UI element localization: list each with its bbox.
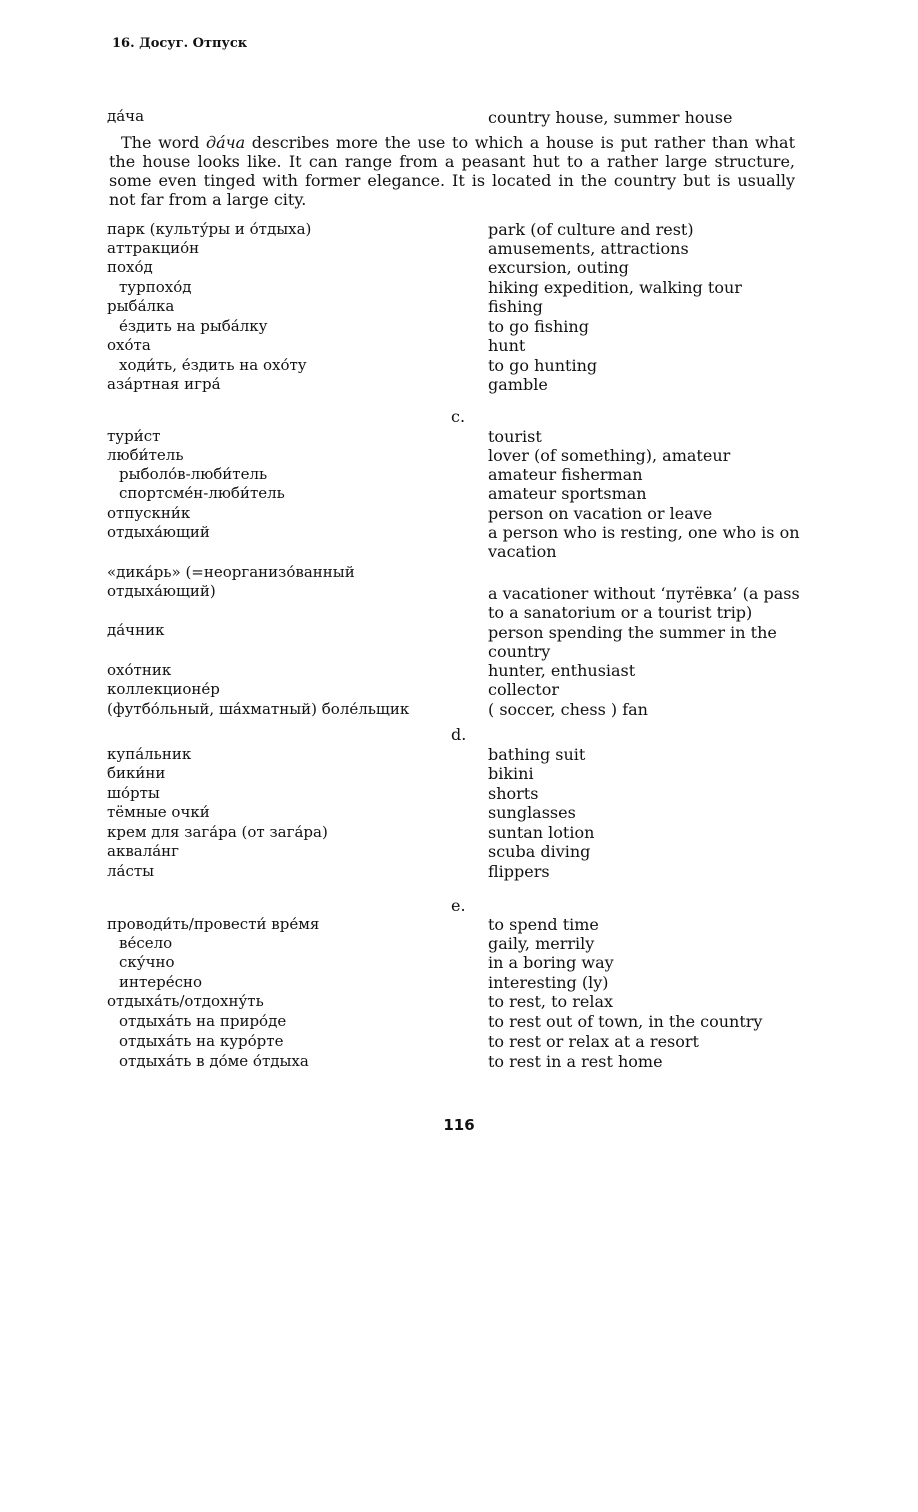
entry-ru: рыба́лка [107, 297, 175, 315]
section-marker-c: c. [451, 407, 466, 426]
entry-ru: интере́сно [119, 973, 203, 991]
running-header: 16. Досуг. Отпуск [112, 36, 248, 51]
page-number: 116 [443, 1116, 475, 1134]
entry-en: a vacationer without ‘путёвка’ (a pass to a sanatorium or a tourist trip) [488, 584, 800, 622]
entry-ru: крем для зага́ра (от зага́ра) [107, 823, 328, 841]
entry-ru: да́чник [107, 621, 165, 639]
entry-ru: люби́тель [107, 446, 184, 464]
entry-ru-dacha: да́ча [107, 107, 145, 125]
entry-ru: тёмные очки́ [107, 803, 210, 821]
entry-en: sunglasses [488, 803, 576, 822]
entry-ru: е́здить на рыба́лку [119, 317, 268, 335]
entry-ru: аквала́нг [107, 842, 180, 860]
section-marker-e: e. [451, 896, 466, 915]
entry-en: gaily, merrily [488, 934, 595, 953]
entry-en: shorts [488, 784, 539, 803]
entry-en: flippers [488, 862, 550, 881]
entry-ru: турпохо́д [119, 278, 192, 296]
entry-en: amusements, attractions [488, 239, 689, 258]
entry-en: to go hunting [488, 356, 598, 375]
entry-en: to rest, to relax [488, 992, 614, 1011]
entry-en: in a boring way [488, 953, 614, 972]
para-after: describes more the use to which a house is put rather than what the house looks like. It can range from a peasant hut to a rather large structure, some even tinged with former elegance. It is located in the country but is usually not far from a large city. [109, 133, 796, 209]
entry-ru: ла́сты [107, 862, 155, 880]
entry-en: collector [488, 680, 559, 699]
entry-ru: ходи́ть, е́здить на охо́ту [119, 356, 307, 374]
entry-ru: ску́чно [119, 953, 175, 971]
entry-en-dacha: country house, summer house [488, 108, 733, 127]
entry-en: lover (of something), amateur [488, 446, 731, 465]
entry-ru: «дика́рь» (=неорганизо́ванный [107, 563, 355, 581]
entry-en: park (of culture and rest) [488, 220, 694, 239]
entry-en: to rest out of town, in the country [488, 1012, 763, 1031]
para-before: The word [121, 133, 206, 152]
entry-en: gamble [488, 375, 548, 394]
entry-en: scuba diving [488, 842, 591, 861]
entry-en: amateur fisherman [488, 465, 643, 484]
entry-en: a person who is resting, one who is on vacation [488, 523, 800, 561]
entry-ru: спортсме́н-люби́тель [119, 484, 285, 502]
entry-en: hiking expedition, walking tour [488, 278, 742, 297]
entry-ru: отдыха́ющий [107, 523, 210, 541]
entry-ru: отдыха́ть на куро́рте [119, 1032, 284, 1050]
entry-en: to rest in a rest home [488, 1052, 663, 1071]
entry-en: hunt [488, 336, 526, 355]
entry-en: bikini [488, 764, 534, 783]
entry-ru: (футбо́льный, ша́хматный) боле́льщик [107, 700, 410, 718]
para-word: да́ча [205, 133, 246, 152]
entry-ru: купа́льник [107, 745, 192, 763]
entry-ru: отпускни́к [107, 504, 191, 522]
entry-ru: проводи́ть/провести́ вре́мя [107, 915, 320, 933]
entry-ru: охо́тник [107, 661, 172, 679]
entry-en: excursion, outing [488, 258, 629, 277]
section-marker-d: d. [451, 725, 467, 744]
entry-en: person on vacation or leave [488, 504, 713, 523]
entry-en: suntan lotion [488, 823, 595, 842]
entry-ru: бики́ни [107, 764, 166, 782]
entry-en: tourist [488, 427, 542, 446]
entry-en: interesting (ly) [488, 973, 609, 992]
entry-en: bathing suit [488, 745, 586, 764]
entry-ru: похо́д [107, 258, 153, 276]
entry-en: amateur sportsman [488, 484, 647, 503]
entry-ru: коллекционе́р [107, 680, 220, 698]
dacha-note-paragraph [109, 133, 795, 209]
entry-ru: аза́ртная игра́ [107, 375, 221, 393]
entry-ru: отдыха́ть/отдохну́ть [107, 992, 264, 1010]
entry-ru: парк (культу́ры и о́тдыха) [107, 220, 312, 238]
entry-ru: отдыха́ть в до́ме о́тдыха [119, 1052, 309, 1070]
entry-ru: охо́та [107, 336, 151, 354]
entry-en: to spend time [488, 915, 599, 934]
entry-ru: тури́ст [107, 427, 161, 445]
entry-ru: отдыха́ть на приро́де [119, 1012, 287, 1030]
entry-en: person spending the summer in the country [488, 623, 777, 661]
entry-ru: ве́село [119, 934, 173, 952]
entry-ru: шо́рты [107, 784, 160, 802]
entry-en: ( soccer, chess ) fan [488, 700, 648, 719]
entry-ru: отдыха́ющий) [107, 582, 216, 600]
entry-ru: аттракцио́н [107, 239, 200, 257]
entry-en: to go fishing [488, 317, 589, 336]
entry-en: to rest or relax at a resort [488, 1032, 699, 1051]
entry-ru: рыболо́в-люби́тель [119, 465, 268, 483]
entry-en: hunter, enthusiast [488, 661, 636, 680]
entry-en: fishing [488, 297, 543, 316]
